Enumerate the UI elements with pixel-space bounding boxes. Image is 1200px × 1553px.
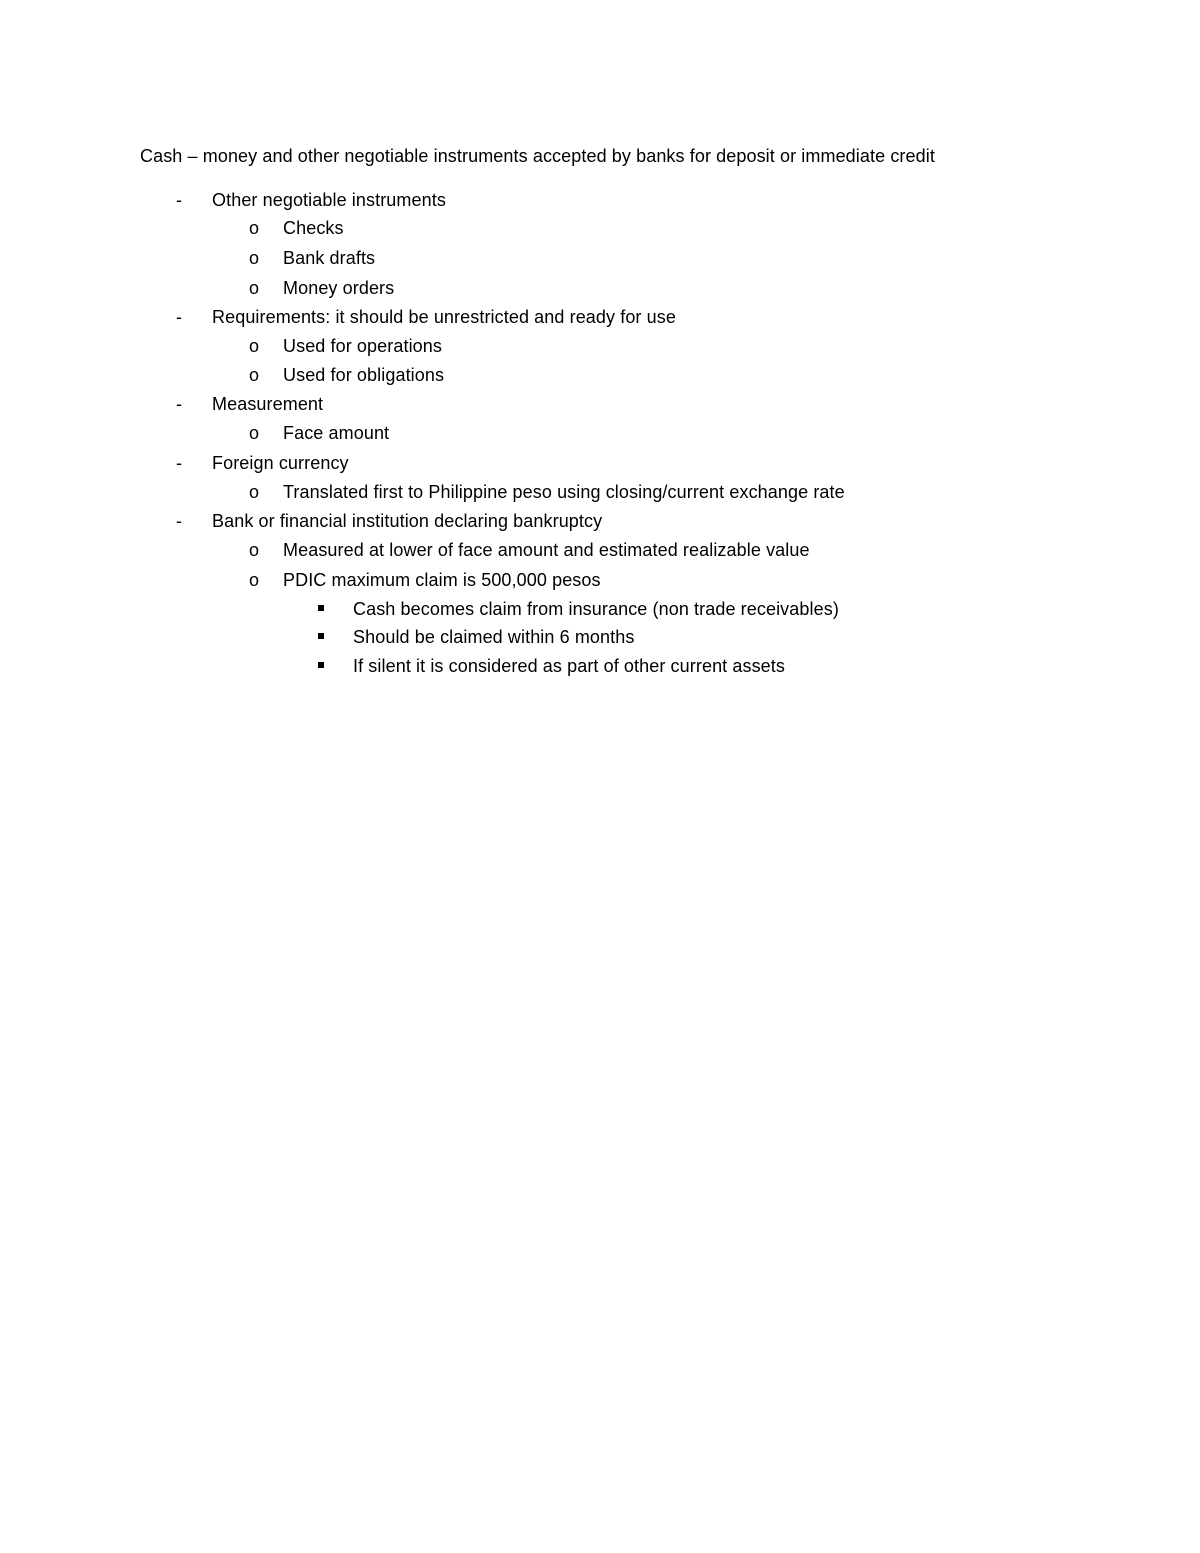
list-item-measured-lower: Measured at lower of face amount and estimated realizable value: [283, 540, 810, 560]
circle-bullet: o: [249, 423, 260, 443]
square-bullet-icon: [318, 633, 324, 639]
dash-bullet: -: [176, 307, 182, 327]
list-subitem-insurance-claim: Cash becomes claim from insurance (non trade receivables): [353, 599, 839, 619]
section-title-requirements: Requirements: it should be unrestricted and ready for use: [212, 307, 676, 327]
list-item-translated: Translated first to Philippine peso using closing/current exchange rate: [283, 482, 845, 502]
list-subitem-six-months: Should be claimed within 6 months: [353, 627, 635, 647]
circle-bullet: o: [249, 540, 260, 560]
circle-bullet: o: [249, 248, 260, 268]
list-item-obligations: Used for obligations: [283, 365, 445, 385]
section-title-measurement: Measurement: [212, 394, 324, 414]
circle-bullet: o: [249, 570, 260, 590]
dash-bullet: -: [176, 190, 182, 210]
square-bullet-icon: [318, 605, 324, 611]
circle-bullet: o: [249, 336, 260, 356]
section-title-foreign-currency: Foreign currency: [212, 453, 349, 473]
list-item-money-orders: Money orders: [283, 278, 395, 298]
section-title-negotiable-instruments: Other negotiable instruments: [212, 190, 446, 210]
list-item-bank-drafts: Bank drafts: [283, 248, 376, 268]
list-subitem-other-current-assets: If silent it is considered as part of other current assets: [353, 656, 785, 676]
list-item-face-amount: Face amount: [283, 423, 390, 443]
circle-bullet: o: [249, 365, 260, 385]
dash-bullet: -: [176, 453, 182, 473]
circle-bullet: o: [249, 278, 260, 298]
list-item-operations: Used for operations: [283, 336, 442, 356]
circle-bullet: o: [249, 482, 260, 502]
document-heading: Cash – money and other negotiable instruments accepted by banks for deposit or immediate credit: [140, 146, 935, 166]
list-item-pdic-claim: PDIC maximum claim is 500,000 pesos: [283, 570, 601, 590]
list-item-checks: Checks: [283, 218, 344, 238]
dash-bullet: -: [176, 511, 182, 531]
circle-bullet: o: [249, 218, 260, 238]
dash-bullet: -: [176, 394, 182, 414]
section-title-bankruptcy: Bank or financial institution declaring bankruptcy: [212, 511, 603, 531]
square-bullet-icon: [318, 662, 324, 668]
